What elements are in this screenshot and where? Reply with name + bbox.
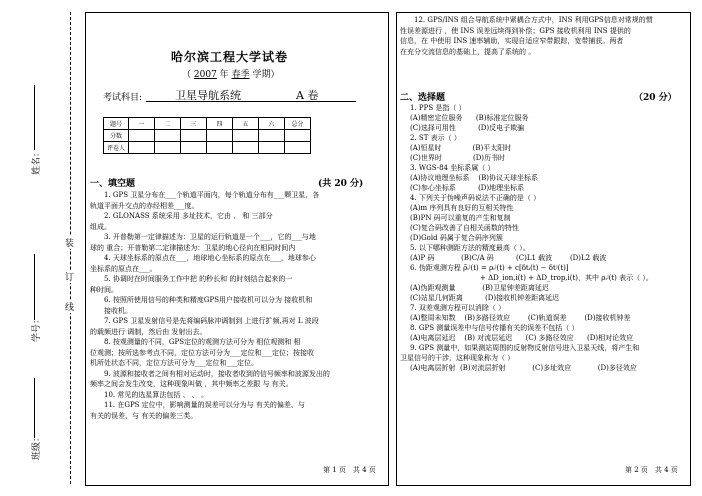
fill-question-line: 坐标系的原点在___。 bbox=[90, 264, 157, 273]
fill-question-line: 接收机。 bbox=[104, 306, 132, 315]
choice-line: (A)伪距观测量 (B)卫星钟差距离延迟 bbox=[410, 284, 549, 292]
choice-line: (A)恒星时 (B)平太阳时 bbox=[410, 144, 512, 152]
fill-question-line: 频率之间会发生改变，这种现象叫做 ，其中频率之差跟 与 有关。 bbox=[90, 380, 293, 388]
subject-name: 卫星导航系统 bbox=[175, 89, 241, 102]
section2-score: （20 分） bbox=[634, 93, 677, 103]
term-open: （ bbox=[182, 70, 192, 80]
choice-line: 9. GPS 测量中，如果测站周围的反射物反射信号进入卫星天线，将产生和 bbox=[410, 344, 640, 352]
fill-question-line: 种时间。 bbox=[90, 285, 118, 294]
score-header: 三 bbox=[181, 118, 207, 130]
score-table-row-grader bbox=[104, 142, 311, 154]
score-cell[interactable] bbox=[233, 142, 259, 154]
name-label: 姓名： bbox=[32, 147, 43, 176]
score-cell[interactable] bbox=[129, 142, 155, 154]
choice-line: (A)整周未知数 (B)多路径效应 (C)轨道误差 (D)接收机钟差 bbox=[410, 314, 631, 322]
fill-question-line: 12. GPS/INS 组合导航系统中紧耦合方式中，INS 利用GPS信息对常规的惯 bbox=[414, 16, 653, 24]
score-table-header-row bbox=[104, 118, 311, 130]
score-cell[interactable] bbox=[285, 142, 311, 154]
choice-line: (A)电离层延迟 (B) 对流层延迟 (C) 多路径效应 (D)相对论效应 bbox=[410, 334, 634, 342]
binding-char-3: 线 bbox=[65, 300, 74, 313]
score-cell[interactable] bbox=[181, 142, 207, 154]
equation-line: 6. 伪距观测方程 ρ̃ᵢʲ(t) = ρᵢʲ(t) + c[δtᵢ(t) − δtʲ(t)] bbox=[410, 264, 569, 272]
score-cell[interactable] bbox=[207, 130, 233, 142]
score-cell[interactable] bbox=[155, 130, 181, 142]
class-underline[interactable] bbox=[34, 378, 35, 438]
choice-line: (B)PN 码可以重复的产生和复制 bbox=[410, 214, 511, 222]
choice-line: 7. 双差观测方程可以消除（ ） bbox=[410, 304, 506, 312]
score-cell[interactable] bbox=[233, 130, 259, 142]
choice-line: (C)选择可用性 (D)反电子欺骗 bbox=[410, 124, 525, 132]
fill-question-line: 组成。 bbox=[90, 222, 111, 231]
fill-question-line: 2. GLONASS 系统采用 多址技术，它由 、 和 三部分 bbox=[104, 212, 273, 220]
fill-question-line: 4. 天球坐标系的原点在___，地球地心坐标系的原点在___，地球参心 bbox=[104, 254, 316, 262]
section1-title: 一、填空题 bbox=[90, 179, 136, 189]
score-cell[interactable] bbox=[129, 130, 155, 142]
score-header: 五 bbox=[233, 118, 259, 130]
paper-version: A 卷 bbox=[296, 89, 319, 102]
fill-question-line: 有关的误差、与 有关的偏差三类。 bbox=[90, 411, 198, 420]
score-header: 一 bbox=[129, 118, 155, 130]
subject-underline bbox=[146, 101, 356, 102]
choice-line: 1. PPS 是指（ ） bbox=[410, 104, 466, 112]
score-table bbox=[103, 117, 311, 154]
choice-line: (C)站星几何距离 (D)接收机钟差距离延迟 bbox=[410, 294, 560, 302]
choice-line: (A)精密定位服务 (B)标准定位服务 bbox=[410, 114, 529, 122]
section2-title: 二、选择题 bbox=[400, 93, 446, 103]
score-cell[interactable] bbox=[285, 130, 311, 142]
fill-question-line: 6. 按照所使用信号的种类和精度GPS用户接收机可以分为 接收机和 bbox=[104, 296, 313, 304]
section1-score: (共 20 分) bbox=[318, 179, 364, 189]
fill-question-line: 机所处状态不同，定位方法可分为___定位和___定位。 bbox=[90, 359, 258, 367]
choice-line: 3. WGS-84 坐标系属（ ） bbox=[410, 164, 495, 172]
score-cell[interactable] bbox=[259, 142, 285, 154]
score-header: 题号 bbox=[104, 118, 129, 130]
score-row-label: 评卷人 bbox=[104, 142, 129, 154]
term-unit: 学期） bbox=[252, 70, 280, 80]
term-year-unit: 年 bbox=[219, 70, 229, 80]
choice-line: 2. ST 表示（ ） bbox=[410, 134, 461, 142]
equation-line: + ΔD_ion,i(t) + ΔD_trop,i(t)，其中 ρᵢʲ(t) 表示（ ）。 bbox=[480, 274, 653, 282]
score-row-label: 分数 bbox=[104, 130, 129, 142]
fill-question-line: 5. 协调时在时间服务工作中把 的秒长和 的时刻结合起来的一 bbox=[104, 275, 293, 283]
term-line bbox=[182, 67, 279, 80]
student-id-underline[interactable] bbox=[34, 254, 35, 320]
fill-question-line: 性误差源进行 ，使 INS 误差远续得到补偿；GPS 接收机利用 INS 提供的 bbox=[400, 26, 631, 35]
student-id-label: 学号： bbox=[32, 314, 43, 343]
choice-line: 4. 下列关于伪噪声码说法不正确的是（ ） bbox=[410, 194, 541, 202]
page-footer-left: 第 1 页 共 4 页 bbox=[323, 466, 376, 474]
section2-body bbox=[400, 103, 685, 373]
choice-line: (C)参心坐标系 (D)地理坐标系 bbox=[410, 184, 525, 192]
fill-question-line: 9. 波源和接收者之间有相对运动时，接收者收到的信号频率和波源发出的 bbox=[104, 369, 330, 378]
score-header: 总分 bbox=[285, 118, 311, 130]
binding-char-2: 订 bbox=[65, 270, 74, 283]
fill-question-line: 11. 在GPS 定位中，影响测量的误差可以分为与 有关的偏差、与 bbox=[104, 401, 305, 409]
score-cell[interactable] bbox=[259, 130, 285, 142]
fill-question-line: 位观测；按所选参考点不同，定位方法可分为___定位和___定位；按接收 bbox=[90, 348, 314, 357]
score-cell[interactable] bbox=[181, 130, 207, 142]
fill-question-line: 8. 按观测量的不同，GPS定位的观测方法可分为 相位观测和 相 bbox=[104, 338, 301, 346]
score-table-row-score bbox=[104, 130, 311, 142]
score-header: 四 bbox=[207, 118, 233, 130]
choice-line: 卫星信号的干涉，这种现象称为（ ） bbox=[400, 354, 515, 362]
score-header: 六 bbox=[259, 118, 285, 130]
page-footer-right: 第 2 页 共 4 页 bbox=[625, 466, 678, 474]
fill-question-line: 的载频进行 调制，然后由 发射出去。 bbox=[90, 327, 207, 336]
choice-line: (C)世界时 (D)历书时 bbox=[410, 154, 506, 162]
choice-line: 5. 以下哪种测距方法的精度最高（ ）。 bbox=[410, 244, 530, 252]
score-cell[interactable] bbox=[155, 142, 181, 154]
choice-line: (A)m 序列具有良好的互相关特性 bbox=[410, 204, 514, 212]
exam-title: 哈尔滨工程大学试卷 bbox=[171, 50, 289, 64]
term-year: 2007 bbox=[193, 70, 217, 80]
subject-label: 考试科目: bbox=[103, 93, 143, 103]
fill-question-line: 球的 重合；开普勒第二定律描述为：卫星的地心径向在相同时间内 bbox=[90, 243, 296, 252]
choice-line: (C)复合码改善了自相关函数的特性 bbox=[410, 224, 519, 232]
choice-line: (A)P 码 (B)C/A 码 (C)L1 载波 (D)L2 载波 bbox=[410, 254, 607, 262]
fill-question-line: 1. GPS 卫星分布在___个轨道平面内，每个轨道分布有___颗卫星，各 bbox=[104, 191, 320, 199]
choice-line: (D)Gold 码属于复合码序列簇 bbox=[410, 234, 503, 242]
term-season: 春季 bbox=[231, 70, 250, 80]
fill-question-line: 7. GPS 卫星发射信号是先将编码脉冲调制到 上进行扩频,再对 L 波段 bbox=[104, 317, 319, 325]
fill-question-line: 10. 常见的选星算法包括 、 、 。 bbox=[104, 390, 209, 399]
choice-line: (A)电离层折射 (B)对流层折射 (C)多址效应 (D)多径效应 bbox=[410, 364, 637, 372]
fill-question-line: 轨道平面升交点的赤经相差___度。 bbox=[90, 201, 199, 210]
score-cell[interactable] bbox=[207, 142, 233, 154]
class-label: 班级： bbox=[32, 432, 43, 461]
score-header: 二 bbox=[155, 118, 181, 130]
name-underline[interactable] bbox=[34, 85, 35, 150]
choice-line: (A)协议地理坐标系 (B)协议天球坐标系 bbox=[410, 174, 539, 182]
right-top-body bbox=[400, 15, 685, 57]
choice-line: 8. GPS 测量误差中与信号传播有关的误差不包括（ ） bbox=[410, 324, 579, 332]
fill-question-line: 在充分交流信息的基础上，提高了系统的 。 bbox=[400, 47, 536, 56]
fill-question-line: 信息，在 中使用 INS 速率辅助，实现自适应窄带跟踪，宽带捕获。两者 bbox=[400, 37, 624, 45]
section1-body bbox=[90, 190, 383, 421]
binding-char-1: 装 bbox=[65, 236, 74, 249]
fill-question-line: 3. 开普勒第一定律描述为：卫星的运行轨道是一个___，它的___与地 bbox=[104, 233, 316, 241]
